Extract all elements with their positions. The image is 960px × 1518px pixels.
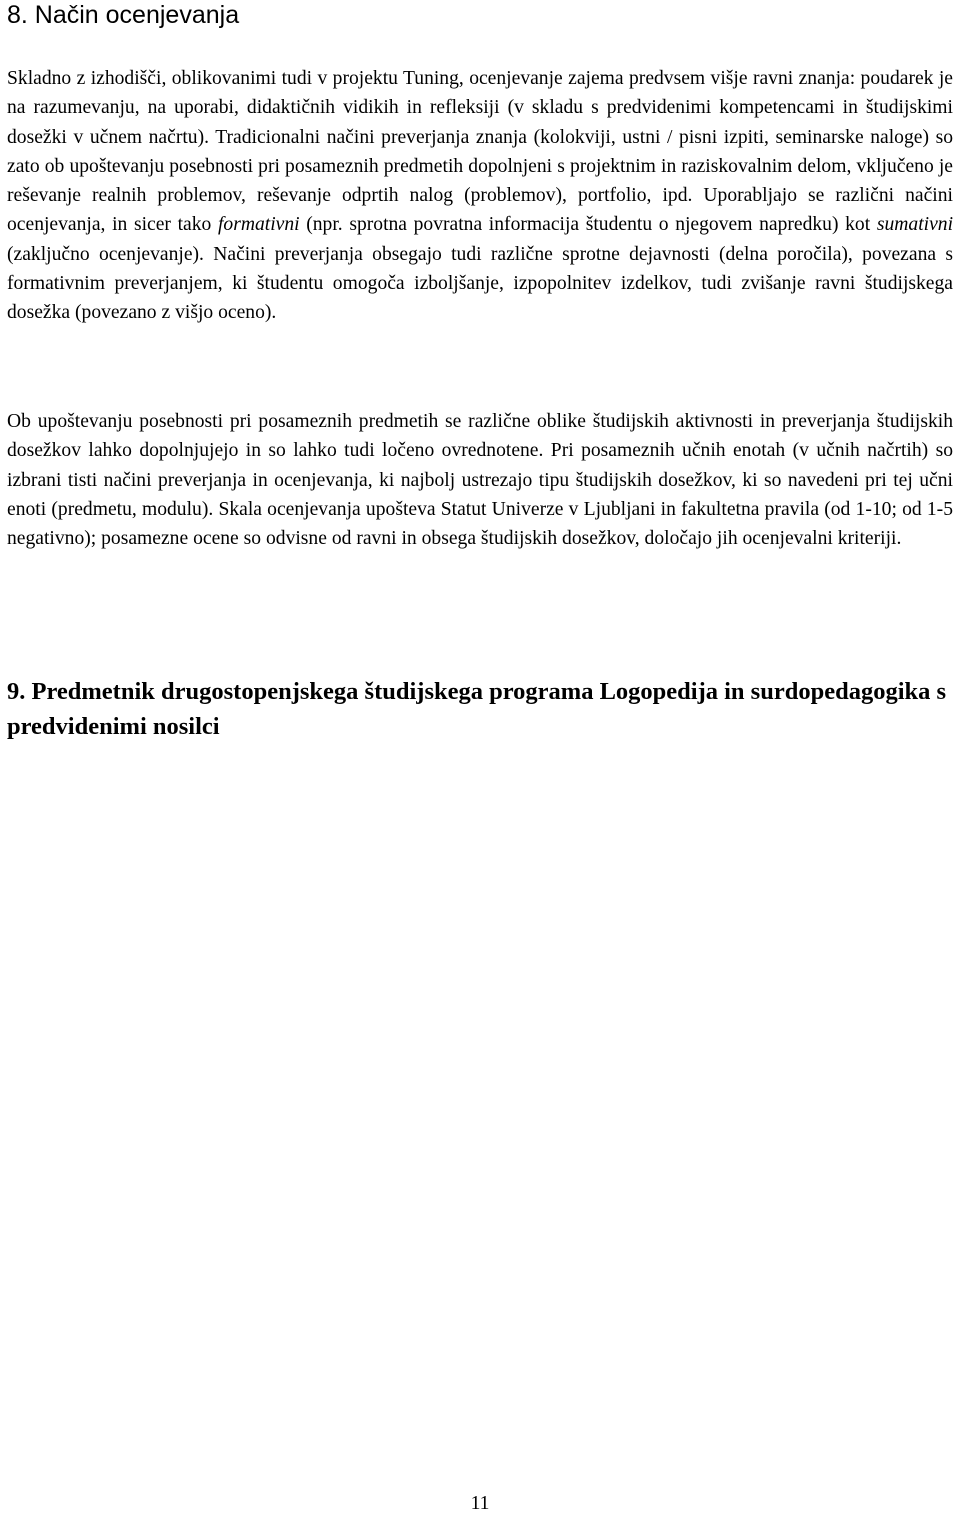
term-formative: formativni (217, 214, 300, 236)
section-9-heading: 9. Predmetnik drugostopenjskega študijskega programa Logopedija in surdopedagogika s predvidenimi nosilci (7, 678, 947, 740)
paragraph-1-text-a: Skladno z izhodišči, oblikovanimi tudi v projektu Tuning, ocenjevanje zajema predvsem višje ravni znanja: poudarek je na razumevanju, na uporabi, didaktičnih vidikih in refleksiji (v skladu s predvidenimi kompetencami in študijskimi dosežki v učnem načrtu). Tradicionalni načini preverjanja znanja (kolokviji, ustni / pisni izpiti, seminarske naloge) so zato ob upoštevanju posebnosti pri posameznih predmetih dopolnjeni s projektnim in raziskovalnim delom, vključeno je reševanje realnih problemov, reševanje odprtih nalog (problemov), portfolio, ipd. Uporabljajo se različni načini ocenjevanja, in sicer tako (7, 68, 953, 236)
section-8-paragraph-2: Ob upoštevanju posebnosti pri posameznih predmetih se različne oblike študijskih aktivnosti in preverjanja študijskih dosežkov lahko dopolnjujejo in so lahko tudi ločeno ovrednotene. Pri posameznih učnih enotah (v učnih načrtih) so izbrani tisti načini preverjanja in ocenjevanja, ki najbolj ustrezajo tipu študijskih dosežkov, ki so navedeni pri tej učni enoti (predmetu, modulu). Skala ocenjevanja upošteva Statut Univerze v Ljubljani in fakultetna pravila (od 1-10; od 1-5 negativno); posamezne ocene so odvisne od ravni in obsega študijskih dosežkov, določajo jih ocenjevalni kriteriji. (7, 411, 953, 550)
section-8-heading: 8. Način ocenjevanja (7, 1, 240, 29)
term-summative: sumativni (876, 214, 954, 236)
page-number: 11 (470, 1493, 490, 1514)
paragraph-1-text-b: (npr. sprotna povratna informacija študentu o njegovem napredku) kot (306, 214, 871, 236)
section-8-paragraph-1 (7, 64, 953, 328)
paragraph-1-text-c: (zaključno ocenjevanje). Načini preverjanja obsegajo tudi različne sprotne dejavnosti (delna poročila), povezana s formativnim preverjanjem, ki študentu omogoča izboljšanje, izpopolnitev izdelkov, tudi zvišanje ravni študijskega dosežka (povezano z višjo oceno). (7, 243, 953, 324)
